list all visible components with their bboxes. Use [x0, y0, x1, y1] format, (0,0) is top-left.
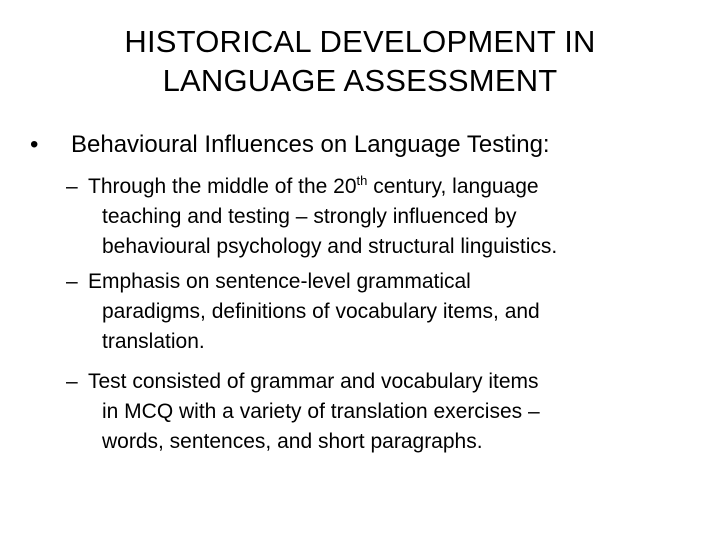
sub-bullet-3-line-2: in MCQ with a variety of translation exercises –	[102, 400, 540, 423]
sub-bullet-2-line-1: Emphasis on sentence-level grammatical	[88, 270, 471, 293]
sub-bullet-2-line-2: paradigms, definitions of vocabulary items, and	[102, 300, 540, 323]
sub-bullet-2-line-3: translation.	[102, 330, 205, 353]
title-line-1: HISTORICAL DEVELOPMENT IN	[124, 24, 596, 59]
title-line-2: LANGUAGE ASSESSMENT	[162, 63, 558, 98]
superscript-th: th	[356, 173, 368, 188]
sub-bullet-1-line-3: behavioural psychology and structural linguistics.	[102, 235, 558, 258]
sub-bullet-1-line-1: Through the middle of the 20th century, language	[88, 173, 539, 198]
bullet-marker: •	[30, 131, 39, 158]
dash-marker: –	[66, 270, 78, 293]
sub-bullet-3-line-1: Test consisted of grammar and vocabulary items	[88, 370, 539, 393]
sub-bullet-3-line-3: words, sentences, and short paragraphs.	[102, 430, 483, 453]
slide-title	[60, 22, 660, 100]
main-bullet-text: Behavioural Influences on Language Testing:	[71, 131, 550, 158]
dash-marker: –	[66, 370, 78, 393]
dash-marker: –	[66, 175, 78, 198]
sub-bullet-1-line-2: teaching and testing – strongly influenced by	[102, 205, 517, 228]
